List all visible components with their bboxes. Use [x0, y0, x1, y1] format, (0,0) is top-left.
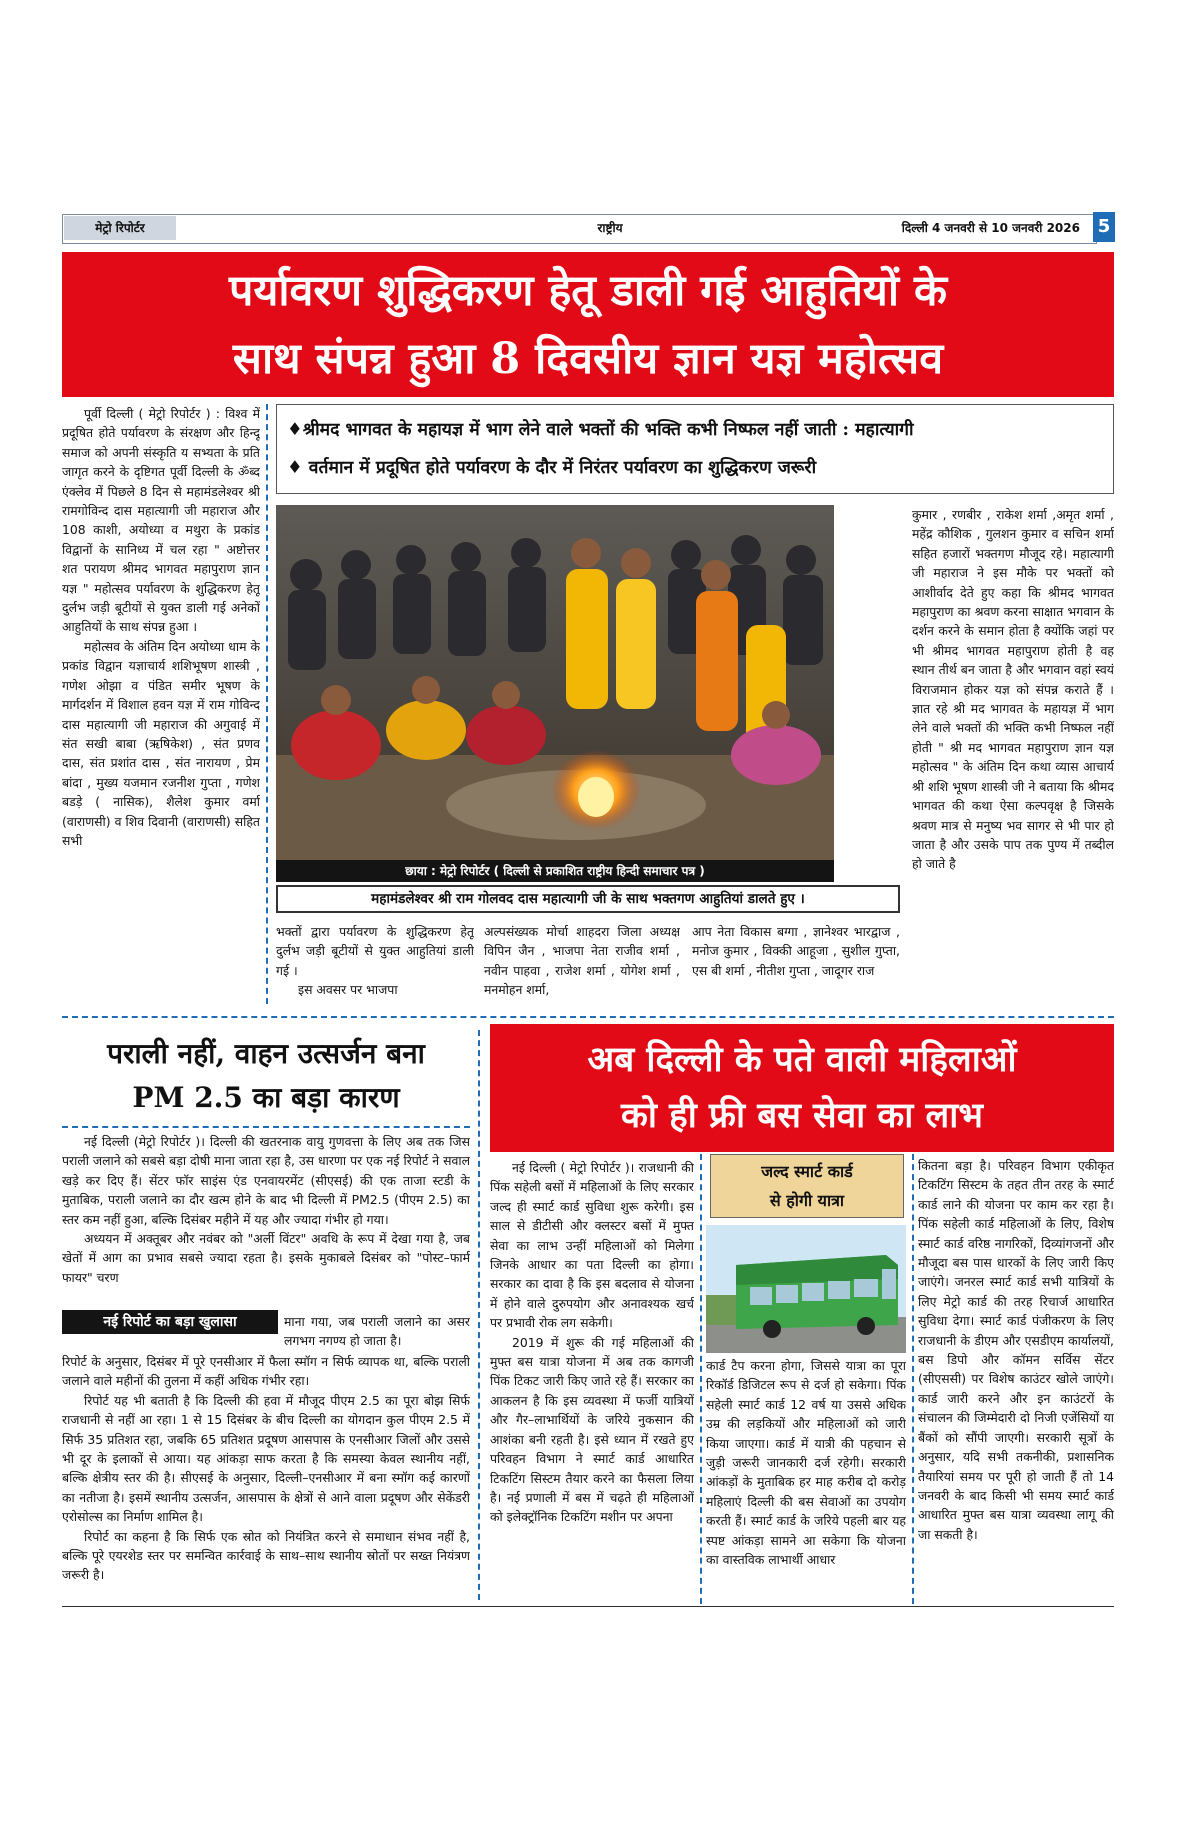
- story2-paragraph: नई दिल्ली (मेट्रो रिपोर्टर )। दिल्ली की खतरनाक वायु गुणवत्ता के लिए अब तक जिस पराली जलाने को सबसे बड़ा दोषी माना जाता रहा है, उस धारणा पर एक नई रिपोर्ट ने सवाल खड़े कर दिए हैं। सेंटर फॉर साइंस एंड एनवायरमेंट (सीएसई) की एक ताजा स्टडी के मुताबिक, पराली जलाने का दौर खत्म होने के बाद भी दिल्ली में PM2.5 (पीएम 2.5) का स्तर कम नहीं हुआ, बल्कि दिसंबर महीने में यह और ज्यादा गंभीर हो गया।: [62, 1134, 470, 1227]
- photo-credit: छाया : मेट्रो रिपोर्टर ( दिल्ली से प्रकाशित राष्ट्रीय हिन्दी समाचार पत्र ): [276, 860, 834, 882]
- story2-column-bottom: [62, 1352, 470, 1604]
- highlight-item: ♦श्रीमद भागवत के महायज्ञ में भाग लेने वाले भक्तों की भक्ति कभी निष्फल नहीं जाती : महात्यागी: [287, 420, 914, 440]
- column-divider: [266, 404, 268, 1004]
- story2-column-top: [62, 1132, 470, 1308]
- story2-paragraph: माना गया, जब पराली जलाने का असर लगभग नगण्य हो जाता है।: [284, 1314, 470, 1349]
- main-headline-line1: पर्यावरण शुद्धिकरण हेतू डाली गई आहुतियों के: [229, 266, 947, 316]
- story1-paragraph: महोत्सव के अंतिम दिन अयोध्या धाम के प्रकांड विद्वान यज्ञाचार्य शशिभूषण शास्त्री , गणेश ओझा व पंडित समीर भूषण के मार्गदर्शन में विशाल हवन यज्ञ में राम गोविन्द दास महात्यागी जी महाराज की अगुवाई में संत सखी बाबा (ऋषिकेश) , संत प्रणव दास, संत प्रशांत दास , संत नारायण , प्रेम बांदा , मुख्य यजमान रजनीश गुप्ता , गणेश बडड़े ( नासिक), शैलेश कुमार वर्मा (वाराणसी) व शिव दिवानी (वाराणसी) सहित सभी: [62, 638, 260, 848]
- column-divider: [700, 1154, 702, 1604]
- story3-column-3: [918, 1156, 1114, 1604]
- page-number: 5: [1093, 212, 1115, 242]
- main-headline: [62, 252, 1114, 397]
- story2-headline-line1: पराली नहीं, वाहन उत्सर्जन बना: [107, 1037, 425, 1070]
- story1-paragraph: कुमार , रणबीर , राकेश शर्मा ,अमृत शर्मा , महेंद्र कौशिक , गुलशन कुमार व सचिन शर्मा सहित हजारों भक्तगण मौजूद रहे। महात्यागी जी महाराज ने इस मौके पर भक्तों को आशीर्वाद देते हुए कहा कि श्रीमद भागवत महापुराण का श्रवण करना साक्षात भगवान के दर्शन करने के समान होता है क्योंकि जहां पर भी श्रीमद भागवत महापुराण होती है वह स्थान तीर्थ बन जाता है और भगवान वहां स्वयं विराजमान होकर यज्ञ को संपन्न कराते हैं । ज्ञात रहे श्री मद भागवत के महायज्ञ में भाग लेने वाले भक्तों की भक्ति कभी निष्फल नहीं होती " श्री मद भागवत महापुराण ज्ञान यज्ञ महोत्सव " के अंतिम दिन कथा व्यास आचार्य श्री शशि भूषण शास्त्री जी ने बताया कि श्रीमद भागवत की कथा ऐसा कल्पवृक्ष है जिसके श्रवण मात्र से मनुष्य भव सागर से भी पार हो जाता है और उसके पाप तक पुण्य में तब्दील हो जाते है: [912, 507, 1114, 872]
- story2-tag: नई रिपोर्ट का बड़ा खुलासा: [62, 1310, 278, 1334]
- subheading-line2: से होगी यात्रा: [769, 1191, 845, 1210]
- column-divider: [912, 1154, 914, 1604]
- story3-subheading: [710, 1154, 904, 1218]
- story1-paragraph: पूर्वी दिल्ली ( मेट्रो रिपोर्टर ) : विश्व में प्रदूषित होते पर्यावरण के संरक्षण और हिन्दू समाज को अपनी संस्कृति य सभ्यता के प्रति जागृत करने के दृष्टिगत पूर्वी दिल्ली के ॐब्द एंक्लेव में पिछले 8 दिन से महामंडलेश्वर श्री रामगोविन्द दास महात्यागी जी महाराज और 108 काशी, अयोध्या व मथुरा के प्रकांड विद्वानों के सानिध्य में चल रहा " अष्टोत्तर शत परायण श्रीमद भागवत महापुराण ज्ञान यज्ञ " महोत्सव पर्यावरण के शुद्धिकरण हेतू दुर्लभ जड़ी बूटीयों से युक्त डाली गई अनेकों आहुतियों के साथ संपन्न हुआ ।: [62, 406, 260, 635]
- story1-paragraph: भक्तों द्वारा पर्यावरण के शुद्धिकरण हेतू दुर्लभ जड़ी बूटीयों से युक्त आहुतियां डाली गई ।: [276, 924, 474, 978]
- section-separator: [62, 1016, 1114, 1018]
- page-bottom-rule: [62, 1606, 1114, 1607]
- story2-paragraph: अध्ययन में अक्तूबर और नवंबर को "अर्ली विंटर" अवधि के रूप में देखा गया है, जब खेतों में आग का प्रभाव सबसे ज्यादा रहता है। इसके मुकाबले दिसंबर को "पोस्ट–फार्म फायर" चरण: [62, 1231, 470, 1285]
- story1-column-4: [692, 922, 900, 1008]
- yagya-photo: [276, 505, 834, 865]
- story2-headline-line2: PM 2.5 का बड़ा कारण: [132, 1081, 400, 1114]
- highlights-box: [276, 404, 1114, 494]
- headline-rule: [62, 1126, 470, 1128]
- story2-paragraph: रिपोर्ट यह भी बताती है कि दिल्ली की हवा में मौजूद पीएम 2.5 का पूरा बोझ सिर्फ राजधानी से नहीं आ रहा। 1 से 15 दिसंबर के बीच दिल्ली का योगदान कुल पीएम 2.5 में सिर्फ 35 प्रतिशत रहा, जबकि 65 प्रतिशत प्रदूषण आसपास के एनसीआर जिलों और उससे भी दूर के इलाकों से आया। यह आंकड़ा साफ करता है कि समस्या केवल स्थानीय नहीं, बल्कि क्षेत्रीय स्तर की है। सीएसई के अनुसार, दिल्ली–एनसीआर में बना स्मॉग कई कारणों का नतीजा है। इसमें स्थानीय उत्सर्जन, आसपास के क्षेत्रों से आने वाला प्रदूषण और सेकेंडरी एरोसोल्स का निर्माण शामिल है।: [62, 1392, 470, 1525]
- story2-paragraph: रिपोर्ट के अनुसार, दिसंबर में पूरे एनसीआर में फैला स्मॉग न सिर्फ व्यापक था, बल्कि पराली जलाने वाले महीनों की तुलना में कहीं अधिक गंभीर रहा।: [62, 1354, 470, 1389]
- story2-tag-side-text: [284, 1312, 470, 1352]
- story3-headline-line1: अब दिल्ली के पते वाली महिलाओं: [587, 1039, 1017, 1080]
- bus-photo: [706, 1225, 906, 1353]
- story1-column-3: [484, 922, 680, 1008]
- story3-paragraph: नई दिल्ली ( मेट्रो रिपोर्टर )। राजधानी की पिंक सहेली बसों में महिलाओं के लिए सरकार जल्द ही स्मार्ट कार्ड सुविधा शुरू करेगी। इस साल से डीटीसी और क्लस्टर बसों में मुफ्त सेवा का लाभ उन्हीं महिलाओं को मिलेगा जिनके आधार का पता दिल्ली का होगा। सरकार का दावा है कि इस बदलाव से योजना में होने वाले दुरुपयोग और अनावश्यक खर्च पर प्रभावी रोक लग सकेगी।: [490, 1160, 694, 1331]
- column-divider: [478, 1030, 480, 1600]
- section-label: राष्ट्रीय: [597, 221, 623, 235]
- story3-headline: [490, 1024, 1114, 1152]
- story1-column-5: [912, 505, 1114, 1008]
- story3-column-1: [490, 1158, 694, 1604]
- story3-headline-line2: को ही फ्री बस सेवा का लाभ: [621, 1095, 983, 1136]
- story3-paragraph: 2019 में शुरू की गई महिलाओं की मुफ्त बस यात्रा योजना में अब तक कागजी पिंक टिकट जारी किए जाते रहे हैं। सरकार का आकलन है कि इस व्यवस्था में फर्जी यात्रियों और गैर–लाभार्थियों के जरिये नुकसान की आशंका बनी रहती है। इसे ध्यान में रखते हुए परिवहन विभाग ने स्मार्ट कार्ड आधारित टिकटिंग सिस्टम तैयार करने का फैसला लिया है। नई प्रणाली में बस में चढ़ते ही महिलाओं को इलेक्ट्रॉनिक टिकटिंग मशीन पर अपना: [490, 1334, 694, 1525]
- story3-paragraph: कार्ड टैप करना होगा, जिससे यात्रा का पूरा रिकॉर्ड डिजिटल रूप से दर्ज हो सकेगा। पिंक सहेली स्मार्ट कार्ड 12 वर्ष या उससे अधिक उम्र की लड़कियों और महिलाओं को जारी किया जाएगा। कार्ड में यात्री की पहचान से जुड़ी जरूरी जानकारी दर्ज रहेगी। सरकारी आंकड़ों के मुताबिक हर माह करीब दो करोड़ महिलाएं दिल्ली की बस सेवाओं का उपयोग करती हैं। स्मार्ट कार्ड के जरिये पहली बार यह स्पष्ट आंकड़ा सामने आ सकेगा कि योजना का वास्तविक लाभार्थी आधार: [706, 1358, 906, 1568]
- story3-column-2: [706, 1356, 906, 1604]
- issue-date: दिल्ली 4 जनवरी से 10 जनवरी 2026: [901, 221, 1080, 235]
- photo-caption: महामंडलेश्वर श्री राम गोलवद दास महात्यागी जी के साथ भक्तगण आहुतियां डालते हुए ।: [276, 885, 900, 913]
- story2-paragraph: रिपोर्ट का कहना है कि सिर्फ एक स्रोत को नियंत्रित करने से समाधान संभव नहीं है, बल्कि पूरे एयरशेड स्तर पर समन्वित कार्रवाई के साथ–साथ स्थानीय स्रोतों पर सख्त नियंत्रण जरूरी है।: [62, 1528, 470, 1583]
- highlight-item: ♦ वर्तमान में प्रदूषित होते पर्यावरण के दौर में निरंतर पर्यावरण का शुद्धिकरण जरूरी: [287, 458, 817, 478]
- paper-name: मेट्रो रिपोर्टर: [64, 216, 176, 240]
- story1-paragraph: अल्पसंख्यक मोर्चा शाहदरा जिला अध्यक्ष विपिन जैन , भाजपा नेता राजीव शर्मा , नवीन पाहवा , राजेश शर्मा , योगेश शर्मा , मनमोहन शर्मा,: [484, 924, 680, 998]
- story1-paragraph: आप नेता विकास बग्गा , ज्ञानेश्वर भारद्वाज , मनोज कुमार , विक्की आहूजा , सुशील गुप्ता, एस बी शर्मा , नीतीश गुप्ता , जादूगर राज: [692, 924, 900, 978]
- story2-headline: [62, 1032, 470, 1128]
- main-headline-line2: साथ संपन्न हुआ 8 दिवसीय ज्ञान यज्ञ महोत्सव: [232, 334, 944, 384]
- story1-paragraph: इस अवसर पर भाजपा: [298, 982, 398, 998]
- story3-paragraph: कितना बड़ा है। परिवहन विभाग एकीकृत टिकटिंग सिस्टम के तहत तीन तरह के स्मार्ट कार्ड लाने की योजना पर काम कर रहा है। पिंक सहेली कार्ड महिलाओं के लिए, विशेष स्मार्ट कार्ड वरिष्ठ नागरिकों, दिव्यांगजनों और मौजूदा बस पास धारकों के लिए जारी किए जाएंगे। जनरल स्मार्ट कार्ड सभी यात्रियों के लिए मेट्रो कार्ड की तरह रिचार्ज आधारित सुविधा देगा। स्मार्ट कार्ड पंजीकरण के लिए राजधानी के डीएम और एसडीएम कार्यालयों, बस डिपो और कॉमन सर्विस सेंटर (सीएससी) पर विशेष काउंटर खोले जाएंगे। कार्ड जारी करने और इन काउंटरों के संचालन की जिम्मेदारी दो निजी एजेंसियों या बैंकों को सौंपी जाएगी। सरकारी सूत्रों के अनुसार, यदि सभी तकनीकी, प्रशासनिक तैयारियां समय पर पूरी हो जाती हैं तो 14 जनवरी के बाद किसी भी समय स्मार्ट कार्ड आधारित मुफ्त बस यात्रा व्यवस्था लागू की जा सकती है।: [918, 1158, 1114, 1542]
- story1-column-1: [62, 404, 260, 1004]
- story1-column-2: [276, 922, 474, 1008]
- subheading-line1: जल्द स्मार्ट कार्ड: [761, 1162, 853, 1181]
